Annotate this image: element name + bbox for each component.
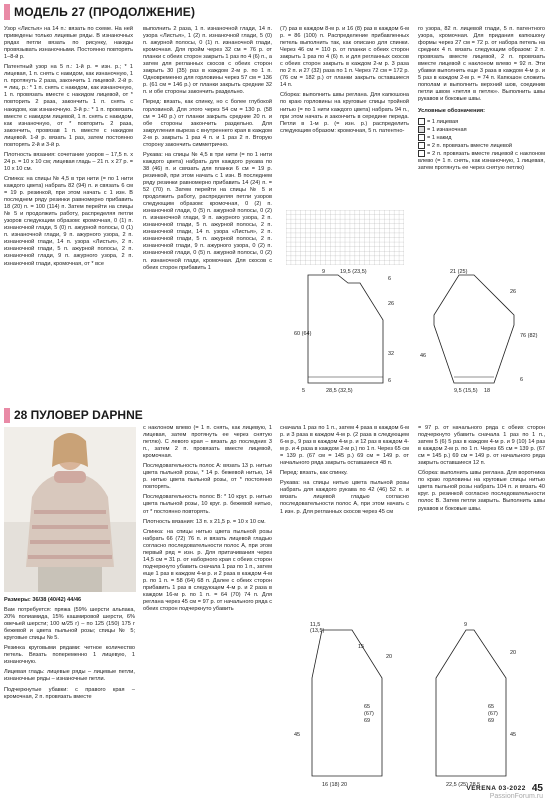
dim-label: (67) (488, 711, 498, 717)
yarn-over-symbol-icon (418, 134, 425, 141)
dim-label: 19,5 (23,5) (340, 269, 367, 275)
dim-label: (13,5) (310, 628, 325, 634)
text-column-1 (4, 26, 133, 271)
dim-label: 6 (388, 276, 392, 282)
paragraph: Последовательность полос В: * 10 круг. р. нитью цвета пыльной розы, 10 круг. р. бежевой нитью, от * постоянно повторять. (143, 494, 272, 515)
paragraph: Рукава: на спицы нитью цвета пыльной розы набрать для каждого рукава по 42 (46) 52 п. и вязать лицевой гладью согласно последовательности полос А, при этом начать с 1 изн. р. Для регланных скосов через 45 см (280, 480, 409, 515)
dim-label: 20 (386, 654, 393, 660)
page-number: 45 (531, 783, 543, 794)
paragraph: Подчеркнутые убавки: с правого края – кромочная, 2 п. провязать вместе (4, 686, 135, 700)
legend-item: = 1 изнаночная (418, 126, 545, 134)
dim-label: 45 (510, 732, 517, 738)
section-title: 28 ПУЛОВЕР DAPHNE (14, 408, 143, 422)
dim-label: 26 (510, 289, 517, 295)
paragraph: Перед: вязать, как спинку, но с более глубокой горловиной. Для этого через 54 см = 130 р. (58 см = 140 р.) от планки закрыть средние 20 п. и обе стороны закончить раздельно. Для закругления выреза с внутреннего края в каждом 2-м р. закрыть 1 раз 4 п. и 1 раз 2 п. Вторую сторону закончить симметрично. (143, 99, 272, 148)
knit-symbol-icon (418, 118, 425, 125)
dim-label: 69 (364, 718, 371, 724)
legend-item: = 2 п. провязать вместе лицевой с наклоном влево (= 1 п. снять, как изнаночную, 1 лицевая, затем протянуть ее через снятую петлю) (418, 150, 545, 171)
sleeve-pattern-diagram-2 (414, 618, 544, 790)
legend-item: = 1 накид (418, 134, 545, 142)
model-photo (4, 427, 136, 592)
paragraph: (7) раз в каждом 8-м р. и 16 (8) раз в каждом 6-м р. = 86 (100) п. Распределение прибавленных петель выполнить так, как описано для спинки. Через 46 см = 110 р. от планки с обеих сторон закрыть 1 раз по 4 (6) п. и для регланных скосов с обеих сторон закрыть в каждом 2-м р. 3 раза по 2 п. и 27 (32) раза по 1 п. Через 72 см = 172 р. (76 см = 182 р.) от планки закрыть оставшиеся 14 п. (280, 26, 409, 89)
paragraph: сначала 1 раз по 1 п., затем 4 раза в каждом 6-м р. и 3 раза в каждом 4-м р. (2 раза в следующем 6-м р., 9 раз в каждом 4-м р. и 12 раз в каждом 4-м р. и 4 раза в каждом 2-м р.) по 1 п. Через 65 см = 139 р. (67 см = 145 р.) 69 см = 149 р. от начального ряда закрыть оставшиеся 48 п. (280, 425, 409, 467)
dim-label: 60 (64) (294, 331, 312, 337)
paragraph: Последовательность полос А: вязать 13 р. нитью цвета пыльной розы, * 14 р. бежевой нитью, 14 р. нитью цвета пыльной розы, от * постоянно повторять. (143, 463, 272, 491)
paragraph: Резинка круговыми рядами: четное количество петель. Вязать попеременно 1 лицевую, 1 изнаночную. (4, 645, 135, 666)
back-pattern-diagram (288, 265, 408, 400)
text-column-4 (418, 26, 545, 172)
dim-label: 65 (488, 704, 495, 710)
magazine-name: VERENA 03-2022 (466, 785, 526, 792)
text-column-s2-3 (280, 425, 409, 519)
watermark: PassionForum.ru (489, 793, 543, 800)
page-title: МОДЕЛЬ 27 (ПРОДОЛЖЕНИЕ) (14, 5, 196, 19)
dim-label: 46 (420, 353, 427, 359)
header-accent-bar (4, 4, 10, 20)
dim-label: 6 (388, 378, 392, 384)
ssk-symbol-icon (418, 150, 425, 157)
paragraph: Плотность вязания: сочетание узоров – 17,5 п. х 24 р. = 10 х 10 см; лицевая гладь – 21 п. х 27 р. = 10 х 10 см. (4, 151, 133, 172)
paragraph: Плотность вязания: 13 п. х 21,5 р. = 10 х 10 см. (143, 518, 266, 525)
dim-label: 16 (18) 20 (322, 782, 348, 788)
text-column-s2-1 (4, 597, 135, 704)
dim-label: (67) (364, 711, 374, 717)
dim-label: 28,5 (32,5) (326, 388, 353, 394)
dim-label: 32 (388, 351, 395, 357)
paragraph: Рукава: на спицы № 4,5 в три нити (= по 1 нити каждого цвета) набрать для каждого рукава по 38 (46) п. и связать для планки 6 см = 19 р. резинкой, при этом начать с 1 изн. В последнем ряду резинки равномерно прибавить 14 (24) п. = 52 (70) п. Затем перейти на спицы № 5 и продолжить работу, распределяя петли узоров следующим образом: кромочная, 0 (2) п. изнаночной глади, 0 (5) п. ажурной полосы, 0 (2) п. изнаночной глади, 9 п. ажурного узора, 2 п. изнаночной глади, 5 п. ажурной полосы, 2 п. изнаночной глади, 14 п. узора «Листья», 2 п. изнаночной глади, 5 п. ажурной полосы, 2 п. изнаночной глади, 9 п. ажурного узора, 0 (2) п. изнаночной глади, 0 (5) п. ажурной полосы, 0 (2) п. изнаночной глади, кромочная. Для скосов с обеих сторон прибавить 1 (143, 151, 272, 271)
section-header (4, 407, 143, 423)
legend-title: Условные обозначения: (418, 107, 486, 114)
text-column-3 (280, 26, 409, 138)
dim-label: 18 (484, 388, 491, 394)
legend-item: = 2 п. провязать вместе лицевой (418, 142, 545, 150)
paragraph: Сборка: выполнить швы реглана. Для капюшона по краю горловины на круговые спицы тройной нитью (= по 1 нити каждого цвета) набрать 94 п., при этом начать и закончить в середине переда. Петли в 1-м р. (= изн. р.) распределить следующим образом: кромочная, 5 п. патентно- (280, 92, 409, 134)
paragraph: Спинка: на спицы нитью цвета пыльной розы набрать 66 (72) 76 п. и вязать лицевой гладью согласно последовательности полос А, при этом первый ряд = изн. р. Для притачивания через 14,5 см = 31 р. от наборного края с обеих сторон подчеркнуто убавить сначала 1 раз по 1 п., затем еще 1 раз в каждом 4-м р. и 2 раза в каждом 4-м р. по 1 п. = 58 (64) 68 п. Далее с обеих сторон прибавить 1 раз в следующем 4-м р. и 2 раза в каждом 16-м р. по 1 п. = 64 (70) 74 п. Для реглана через 45 см = 97 р. от начального ряда с обеих сторон подчеркнуто убавить (143, 528, 272, 613)
dim-label: 9 (322, 269, 326, 275)
paragraph: Перед: вязать, как спинку. (280, 470, 348, 477)
paragraph: Спинка: на спицы № 4,5 в три нити (= по 1 нити каждого цвета) набрать 82 (94) п. и связать 6 см = 19 р. резинкой, при этом начать с 1 изн. В последнем ряду резинки равномерно прибавить 18 (20) п. = 100 (114) п. Затем перейти на спицы № 5 и продолжить работу, распределяя петли узоров следующим образом: кромочная, 0 (1) п. изнаночной глади, 5 (0) п. ажурной полосы, 0 (1) п. изнаночной глади, 9 п. ажурного узора, 2 п. изнаночной глади, 14 п. узора «Листья», 2 п. изнаночной глади, 5 п. ажурной полосы, 2 п. изнаночной глади, 9 п. ажурного узора, 2 п. изнаночной глади, кромочная, от * все (4, 175, 133, 267)
paragraph: = 97 р. от начального ряда с обеих сторон подчеркнуто убавить сначала 1 раз по 1 п., затем 5 (6) 5 раз в каждом 4-м р. и 9 (10) 14 раз в каждом 2-м р. по 1 п. Через 65 см = 139 р. (67 см = 145 р.) 69 см = 149 р. от начального ряда закрыть оставшиеся 12 п. (418, 425, 545, 467)
paragraph: выполнить 2 раза, 1 п. изнаночной глади, 14 п. узора «Листья», 1 (2) п. изнаночной глади, 5 (0) п. ажурной полосы, 0 (1) п. изнаночной глади, кромочная. Для пройм через 32 см = 76 р. от планки с обеих сторон закрыть 1 раз по 4 (6) п., а затем для регланных скосов с обеих сторон закрыть 30 (35) раз в каждом 2-м р. по 1 п. Одновременно для горловины через 57 см = 136 р. (61 см = 146 р.) от планки закрыть средние 32 п. и обе стороны закончить раздельно. (143, 26, 272, 96)
text-column-s2-2 (143, 425, 272, 616)
dim-label: 26 (388, 301, 395, 307)
paragraph: Лицевая гладь: лицевые ряды – лицевые петли, изнаночные ряды – изнаночные петли. (4, 669, 135, 683)
dim-label: 20 (510, 650, 517, 656)
paragraph: Вам потребуется: пряжа (59% шерсти альпака, 20% полиамида, 15% кашмировой шерсти, 6% овечьей шерсти; 100 м/25 г) – по 125 (150) 175 г бежевой и цвета пыльной розы; спицы № 5; круговые спицы № 5. (4, 607, 135, 642)
dim-label: 15 (358, 644, 365, 650)
purl-symbol-icon (418, 126, 425, 133)
stitch-chart (286, 210, 404, 265)
dim-label: 5 (302, 388, 306, 394)
paragraph: Сборка: выполнить швы реглана. Для воротника по краю горловины на круговые спицы нитью цвета пыльной розы набрать 104 п. и вязать 40 круг. р. резинкой согласно последовательности полос В. Затем петли закрыть. Выполнить швы рукавов и боковые швы. (418, 470, 545, 512)
paragraph: Размеры: 36/38 (40/42) 44/46 (4, 597, 82, 603)
dim-label: 11,5 (310, 622, 321, 628)
dim-label: 69 (488, 718, 495, 724)
woman-in-sweater-image (4, 427, 136, 592)
section-header (4, 3, 195, 21)
body-pattern-diagram (282, 618, 410, 790)
dim-label: 65 (364, 704, 371, 710)
paragraph: с наклоном влево (= 1 п. снять, как лицевую, 1 лицевая, затем протянуть ее через снятую петлю). С левого края – вязать до последних 3 п., затем 2 п. провязать вместе лицевой, кромочная. (143, 425, 272, 460)
paragraph: Патентный узор на 5 п.: 1-й р. = изн. р.; * 1 лицевая, 1 п. снять с накидом, как изнаночную, 1 п. протянуть 2 раза, закончить 1 лицевой. 2-й р. = лиц. р.: * 1 п. снять с накидом, как изнаночную, 1 п. провязать вместе с накидом лицевой, от * повторить 2 раза, закончить 1 п. снять с накидом, как изнаночную. 3-й р.: * 1 п. провязать вместе с накидом лицевой, 1 п. снять с накидом, как изнаночную, от * повторить 2 раза, закончить, провязав 1 п. вместе с накидом лицевой. 1-й р. вязать 1 раз, затем постоянно повторять 2-й и 3-й р. (4, 64, 133, 148)
text-column-2 (143, 26, 272, 275)
k2tog-symbol-icon (418, 142, 425, 149)
paragraph: го узора, 82 п. лицевой глади, 5 п. патентного узора, кромочная. Для придания капюшону формы через 27 см = 72 р. от набора петель на средних 4 п. вязать следующим образом: 2 п. провязать вместе лицевой, 2 п. провязать вместе лицевой с наклоном влево = 92 п. Эти убавки выполнить еще 3 раза в каждом 4-м р. и 5 раз в каждом 2-м р. = 74 п. Капюшон сложить пополам и выполнить верхний шов, соединив петли швом «петля в петлю». Выполнить швы рукавов и боковые швы. (418, 26, 545, 103)
paragraph: Узор «Листья» на 14 п.: вязать по схеме. На ней приведены только лицевые ряды. В изнаночных рядах петли вязать по рисунку, накиды провязывать изнаночными. Постоянно повторять 1–8-й р. (4, 26, 133, 61)
legend-item: = 1 лицевая (418, 118, 545, 126)
dim-label: 22,5 (25) 28,5 (446, 782, 481, 788)
dim-label: 6 (520, 377, 524, 383)
dim-label: 76 (82) (520, 333, 538, 339)
dim-label: 21 (25) (450, 269, 468, 275)
header-accent-bar (4, 408, 10, 423)
dim-label: 45 (294, 732, 301, 738)
text-column-s2-4 (418, 425, 545, 516)
dim-label: 9 (464, 622, 468, 628)
sleeve-pattern-diagram (414, 265, 544, 400)
dim-label: 9,5 (15,5) (454, 388, 478, 394)
